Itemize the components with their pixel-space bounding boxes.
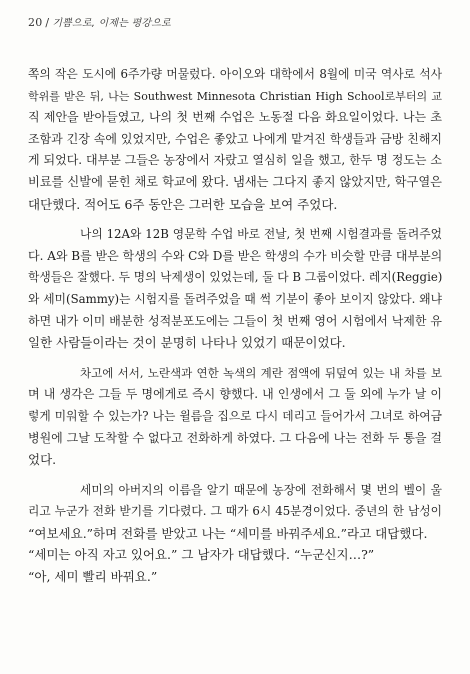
text-line: 직 제안을 받아들였고, 나의 첫 번째 수업은 노동절 다음 화요일이었다. 나는 초 [28, 110, 442, 125]
page-number: 20 [28, 16, 43, 29]
body-text [28, 64, 442, 588]
text-line: “세미는 아직 자고 있어요.” 그 남자가 대답했다. “누군신지…?” [28, 547, 375, 563]
text-line: 렇게 미워할 수 있는가? 나는 윌름을 집으로 다시 데리고 들어가서 그녀로 하여금 [28, 408, 442, 423]
text-line: 하면 내가 이미 배분한 성적분포도에는 그들이 첫 번째 영어 시험에서 낙제한 유 [28, 313, 442, 328]
text-line: 차고에 서서, 노란색과 연한 녹색의 계란 점액에 뒤덮여 있는 내 차를 보 [80, 365, 442, 380]
text-line: 일한 사람들이라는 것이 분명히 나타나 있었기 때문이었다. [28, 335, 346, 351]
header-separator: / [45, 16, 50, 29]
text-line: 게 되었다. 대부분 그들은 농장에서 자랐고 열심히 일을 했고, 한두 명 정도는 소 [28, 153, 442, 168]
running-title: 기쁨으로, 이제는 평강으로 [52, 18, 171, 29]
text-line: 다. A와 B를 받은 학생의 수와 C와 D를 받은 학생의 수가 비슷할 만큼 대부분의 [28, 248, 442, 263]
text-line: “아, 세미 빨리 바꿔요.” [28, 569, 158, 585]
running-header [28, 14, 171, 29]
text-line: 었다. [28, 452, 57, 468]
text-line: 리고 누군가 전화 받기를 기다렸다. 그 때가 6시 45분경이었다. 중년의 한 남성이 [28, 504, 442, 519]
text-line: 세미의 아버지의 이름을 알기 때문에 농장에 전화해서 몇 번의 벨이 울 [80, 482, 442, 497]
text-line: 학위를 받은 뒤, 나는 Southwest Minnesota Christian High School로부터의 교 [28, 89, 442, 103]
text-line: “여보세요.”하며 전화를 받았고 나는 “세미를 바꿔주세요.”라고 대답했다. [28, 525, 428, 541]
text-line: 며 내 생각은 그들 두 명에게로 즉시 향했다. 내 인생에서 그 둘 외에 누가 날 이 [28, 387, 442, 402]
text-line: 대단했다. 적어도 6주 동안은 그러한 모습을 보여 주었다. [28, 196, 338, 212]
text-line: 비료를 신발에 묻힌 채로 학교에 왔다. 냄새는 그다지 좋지 않았지만, 학구열은 [28, 174, 442, 189]
text-line: 병원에 그날 도착할 수 없다고 전화하게 하였다. 그 다음에 나는 전화 두 통을 걸 [28, 430, 442, 445]
text-line: 와 세미(Sammy)는 시험지를 돌려주었을 때 썩 기분이 좋아 보이지 않았다. 왜냐 [28, 291, 442, 306]
text-line: 나의 12A와 12B 영문학 수업 바로 전날, 첫 번째 시험결과를 돌려주었 [80, 227, 442, 242]
text-line: 쪽의 작은 도시에 6주가량 머물렀다. 아이오와 대학에서 8월에 미국 역사로 석사 [28, 67, 442, 81]
text-line: 학생들은 잘했다. 두 명의 낙제생이 있었는데, 둘 다 B 그룹이었다. 레지(Reggie) [28, 270, 442, 285]
text-line: 조함과 긴장 속에 있었지만, 수업은 좋았고 나에게 맡겨진 학생들과 금방 친해지 [28, 131, 442, 146]
